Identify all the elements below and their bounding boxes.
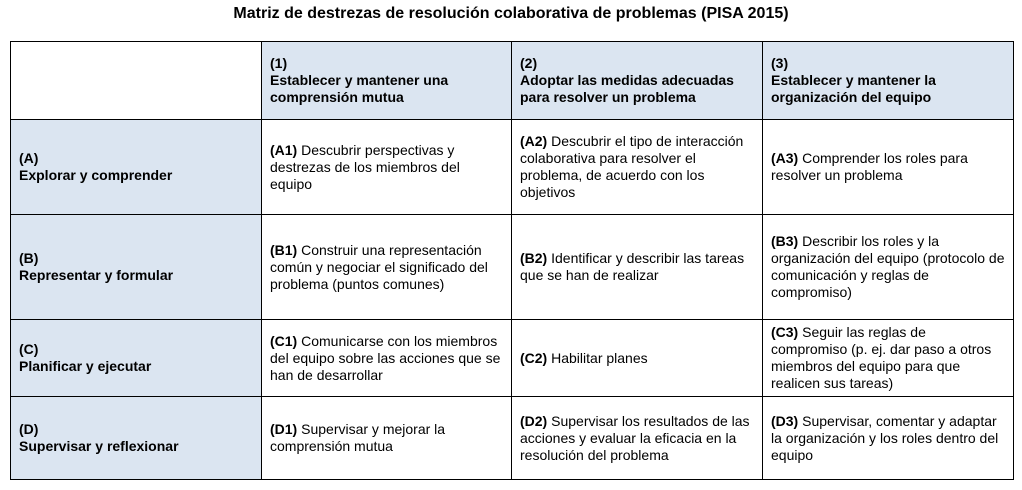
cell-code: (A3) xyxy=(771,150,799,166)
cell-text: Seguir las reglas de compromiso (p. ej. dar paso a otros miembros del equipo para que realicen sus tareas) xyxy=(771,324,992,391)
cell-code: (B2) xyxy=(520,250,548,266)
column-header-1 xyxy=(262,42,512,120)
column-header-2 xyxy=(512,42,763,120)
cell-code: (D1) xyxy=(270,421,298,437)
cell-text: Descubrir perspectivas y destrezas de los miembros del equipo xyxy=(270,141,460,192)
column-label: Establecer y mantener la organización del equipo xyxy=(771,72,936,105)
cell-d3 xyxy=(763,397,1014,480)
cell-text: Descubrir el tipo de interacción colaborativa para resolver el problema, de acuerdo con los objetivos xyxy=(520,133,744,200)
table-row xyxy=(11,215,1014,320)
cell-code: (A2) xyxy=(520,133,548,149)
table-row xyxy=(11,320,1014,397)
cell-c3 xyxy=(763,320,1014,397)
cell-text: Construir una representación común y negociar el significado del problema (puntos comunes) xyxy=(270,241,488,292)
row-label: Supervisar y reflexionar xyxy=(19,438,179,454)
cell-text: Supervisar los resultados de las acciones y evaluar la eficacia en la resolución del problema xyxy=(520,412,750,463)
cell-b1 xyxy=(262,215,512,320)
row-header-b xyxy=(11,215,262,320)
row-code: (B) xyxy=(19,250,39,266)
column-label: Establecer y mantener una comprensión mutua xyxy=(270,72,449,105)
cell-a1 xyxy=(262,120,512,215)
column-code: (1) xyxy=(270,55,288,71)
cell-d2 xyxy=(512,397,763,480)
cell-text: Habilitar planes xyxy=(551,349,648,366)
row-header-d xyxy=(11,397,262,480)
row-label: Representar y formular xyxy=(19,267,174,283)
cell-text: Describir los roles y la organización del equipo (protocolo de comunicación y reglas de compromiso) xyxy=(771,233,1005,300)
column-header-3 xyxy=(763,42,1014,120)
row-label: Planificar y ejecutar xyxy=(19,358,152,374)
page-title: Matriz de destrezas de resolución colaborativa de problemas (PISA 2015) xyxy=(233,5,789,22)
cell-code: (D3) xyxy=(771,412,799,429)
cell-a2 xyxy=(512,120,763,215)
skills-matrix-table xyxy=(10,41,1014,480)
cell-c1 xyxy=(262,320,512,397)
cell-text: Supervisar y mejorar la comprensión mutua xyxy=(270,421,446,454)
cell-code: (C1) xyxy=(270,332,298,349)
table-row xyxy=(11,397,1014,480)
row-code: (C) xyxy=(19,341,39,357)
table-row xyxy=(11,120,1014,215)
cell-b2 xyxy=(512,215,763,320)
column-label: Adoptar las medidas adecuadas para resolver un problema xyxy=(520,72,734,105)
cell-code: (B3) xyxy=(771,233,799,249)
cell-code: (A1) xyxy=(270,141,298,158)
empty-corner-cell xyxy=(11,42,262,120)
cell-b3 xyxy=(763,215,1014,320)
cell-code: (C2) xyxy=(520,349,548,366)
row-header-c xyxy=(11,320,262,397)
column-code: (3) xyxy=(771,55,789,71)
cell-a3 xyxy=(763,120,1014,215)
row-label: Explorar y comprender xyxy=(19,167,173,183)
cell-text: Comunicarse con los miembros del equipo sobre las acciones que se han de desarrollar xyxy=(270,332,501,383)
cell-code: (C3) xyxy=(771,324,799,340)
row-code: (D) xyxy=(19,421,39,437)
table-header-row xyxy=(11,42,1014,120)
cell-text: Comprender los roles para resolver un problema xyxy=(771,150,968,183)
cell-text: Identificar y describir las tareas que se han de realizar xyxy=(520,250,745,283)
row-code: (A) xyxy=(19,150,39,166)
cell-text: Supervisar, comentar y adaptar la organización y los roles dentro del equipo xyxy=(771,412,999,463)
cell-code: (B1) xyxy=(270,241,298,258)
cell-code: (D2) xyxy=(520,412,548,429)
column-code: (2) xyxy=(520,55,538,71)
row-header-a xyxy=(11,120,262,215)
cell-d1 xyxy=(262,397,512,480)
cell-c2 xyxy=(512,320,763,397)
